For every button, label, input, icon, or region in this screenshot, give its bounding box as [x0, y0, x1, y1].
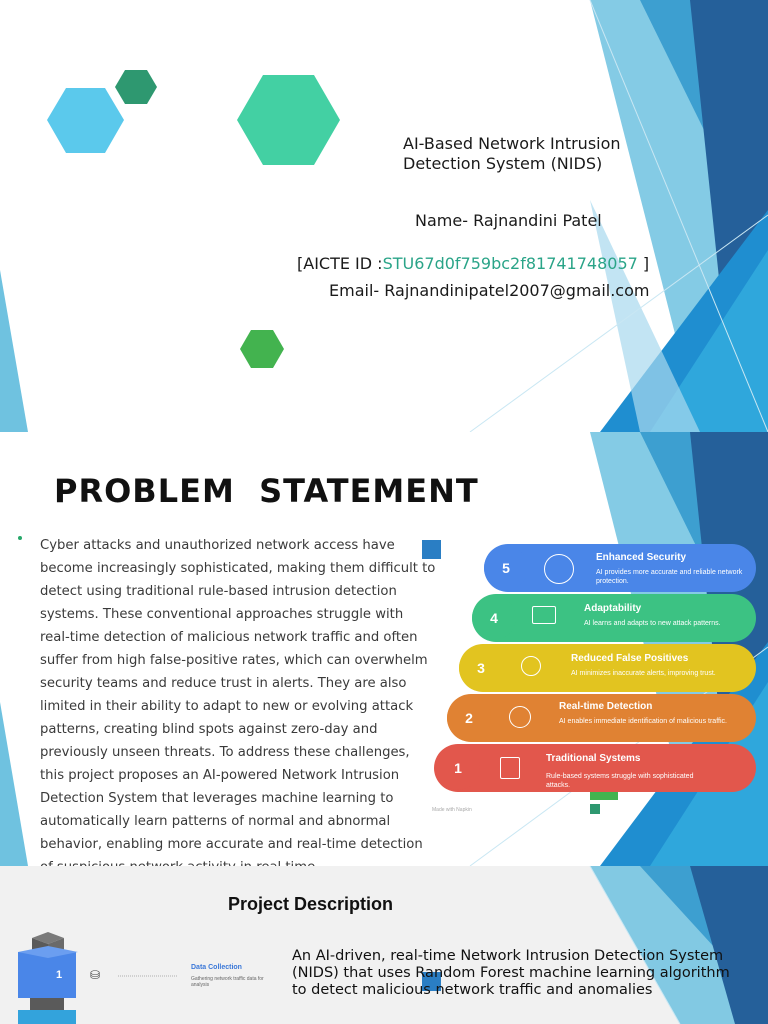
server-lock-icon: [500, 757, 520, 779]
aicte-id-line: [297, 254, 649, 274]
step-real-time-detection: [447, 694, 756, 742]
step-title: Reduced False Positives: [571, 653, 689, 664]
step-number: 2: [447, 696, 491, 740]
step-traditional-systems: [434, 744, 756, 792]
project-description-slide: [0, 866, 768, 1024]
title-line-2: Detection System (NIDS): [403, 154, 603, 173]
step-number: 1: [56, 969, 63, 981]
data-collection-description: Gathering network traffic data for analysis: [191, 976, 264, 988]
hexagon-darkgreen: [115, 70, 157, 104]
step-enhanced-security: [484, 544, 756, 592]
problem-statement-slide: [0, 432, 768, 866]
title-line-1: AI-Based Network Intrusion: [403, 134, 621, 153]
page-title: PROBLEM STATEMENT: [54, 472, 479, 510]
hexagon-blue: [47, 88, 124, 153]
step-reduced-false-positives: [459, 644, 756, 692]
benefits-staircase-infographic: [430, 542, 760, 797]
step-number: 4: [472, 596, 516, 640]
magnifier-icon: [521, 656, 541, 676]
step-description: AI provides more accurate and reliable network protection.: [596, 569, 743, 585]
slide-decoration: [0, 0, 768, 432]
hexagon-green: [240, 330, 284, 368]
problem-body-text: Cyber attacks and unauthorized network access have become increasingly sophisticated, making them difficult to detect using traditional rule-based intrusion detection systems. These conventional approaches struggle with real-time detection of malicious network traffic and often suffer from high false-positive rates, which can overwhelm security teams and reduce trust in alerts. They are also limited in their ability to adapt to new or evolving attack patterns, creating blind spots against zero-day and previously unseen threats. To address these challenges, this project proposes an AI-powered Network Intrusion Detection System that leverages machine learning to automatically learn patterns of normal and abnormal behavior, enabling more accurate and real-time detection: [40, 538, 436, 852]
target-icon: [544, 554, 574, 584]
author-name: Name- Rajnandini Patel: [415, 211, 602, 230]
step-description: AI minimizes inaccurate alerts, improving trust.: [571, 670, 716, 677]
bullet-dot: [18, 536, 22, 540]
project-description-text: An AI-driven, real-time Network Intrusion Detection System (NIDS) that uses Random Forest machine learning algorithm to detect malicious network traffic and anomalies: [292, 948, 730, 998]
step-number: 3: [459, 646, 503, 690]
database-icon: ⛁: [90, 968, 101, 982]
devices-icon: [532, 606, 556, 624]
data-collection-block: [18, 952, 76, 998]
data-collection-label: Data Collection: [191, 964, 242, 971]
presentation-title: [403, 134, 663, 174]
step-description: Rule-based systems struggle with sophisticated attacks.: [546, 773, 694, 789]
step-title: Enhanced Security: [596, 552, 687, 563]
hexagon-teal: [237, 75, 340, 165]
step-number: 1: [436, 746, 480, 790]
napkin-watermark: Made with Napkin: [432, 807, 472, 813]
title-slide: [0, 0, 768, 432]
page-title: Project Description: [228, 894, 394, 914]
aicte-id-value: STU67d0f759bc2f81741748057: [382, 254, 638, 273]
globe-icon: [509, 706, 531, 728]
aicte-suffix: ]: [637, 254, 650, 273]
step-description: AI enables immediate identification of malicious traffic.: [559, 718, 727, 725]
step-title: Traditional Systems: [546, 753, 641, 764]
step-title: Real-time Detection: [559, 701, 653, 712]
step-title: Adaptability: [584, 603, 642, 614]
step-description: AI learns and adapts to new attack patterns.: [584, 620, 721, 627]
author-email: Email- Rajnandinipatel2007@gmail.com: [329, 281, 650, 300]
step-number: 5: [484, 546, 528, 590]
step-adaptability: [472, 594, 756, 642]
aicte-prefix: [AICTE ID :: [297, 254, 383, 273]
